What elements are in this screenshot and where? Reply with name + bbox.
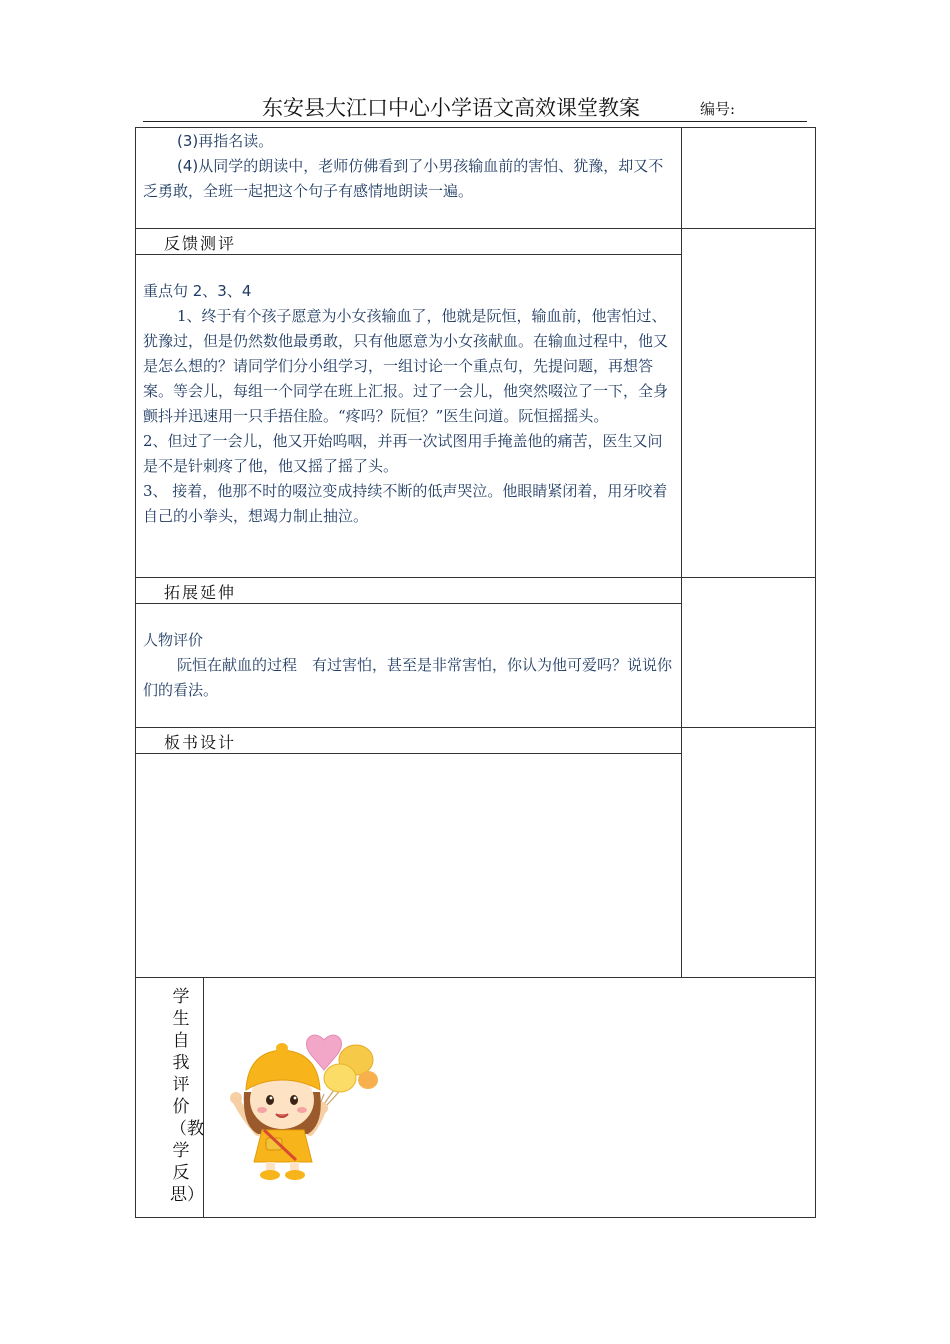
feedback-paragraph-1: 1、终于有个孩子愿意为小女孩输血了，他就是阮恒，输血前，他害怕过、犹豫过，但是仍然数他最勇敢，只有他愿意为小女孩献血。在输血过程中，他又是怎么想的？请同学们分小组学习，一组讨论一个重点句，先提问题，再想答案。等会儿，每组一个同学在班上汇报。过了一会儿，他突然啜泣了一下，全身颤抖并迅速用一只手捂住脸。“疼吗？阮恒？”医生问道。阮恒摇摇头。 xyxy=(143,307,669,425)
table-top-border xyxy=(135,127,815,128)
row-divider xyxy=(135,577,815,578)
header-divider xyxy=(143,121,807,122)
reflection-label: 学生自我评价（教学反思） xyxy=(170,987,204,1205)
feedback-content xyxy=(143,279,675,529)
feedback-paragraph-3: 3、 接着，他那不时的啜泣变成持续不断的低声哭泣。他眼睛紧闭着，用牙咬着自己的小拳头，想竭力制止抽泣。 xyxy=(143,482,668,525)
feedback-heading: 反馈测评 xyxy=(164,234,237,253)
feedback-paragraph-2: 2、但过了一会儿，他又开始呜咽，并再一次试图用手掩盖他的痛苦，医生又问是不是针刺疼了他，他又摇了摇了头。 xyxy=(143,432,663,475)
row-divider xyxy=(135,228,815,229)
reflection-column-divider xyxy=(203,978,204,1218)
extension-heading: 拓展延伸 xyxy=(164,583,237,602)
extension-content xyxy=(143,628,675,703)
row-divider xyxy=(135,727,815,728)
step-4: (4)从同学的朗读中，老师仿佛看到了小男孩输血前的害怕、犹豫，却又不乏勇敢，全班一起把这个句子有感情地朗读一遍。 xyxy=(143,157,664,200)
heading-divider xyxy=(135,603,681,604)
heading-divider xyxy=(135,254,681,255)
table-column-divider xyxy=(681,127,682,978)
row-divider xyxy=(135,977,815,978)
table-right-border xyxy=(815,127,816,1218)
page-title: 东安县大江口中心小学语文高效课堂教案 xyxy=(262,96,640,120)
girl-with-balloons-illustration xyxy=(228,1026,378,1182)
board-heading: 板书设计 xyxy=(164,733,237,752)
number-label: 编号: xyxy=(700,100,736,118)
reading-steps xyxy=(143,129,675,204)
extension-paragraph: 阮恒在献血的过程 有过害怕，甚至是非常害怕，你认为他可爱吗？说说你们的看法。 xyxy=(143,656,673,699)
feedback-subheading: 重点句 2、3、4 xyxy=(143,282,252,300)
step-3: (3)再指名读。 xyxy=(177,132,274,150)
extension-subheading: 人物评价 xyxy=(143,631,204,649)
heading-divider xyxy=(135,753,681,754)
table-left-border xyxy=(135,127,136,1218)
table-bottom-border xyxy=(135,1217,815,1218)
